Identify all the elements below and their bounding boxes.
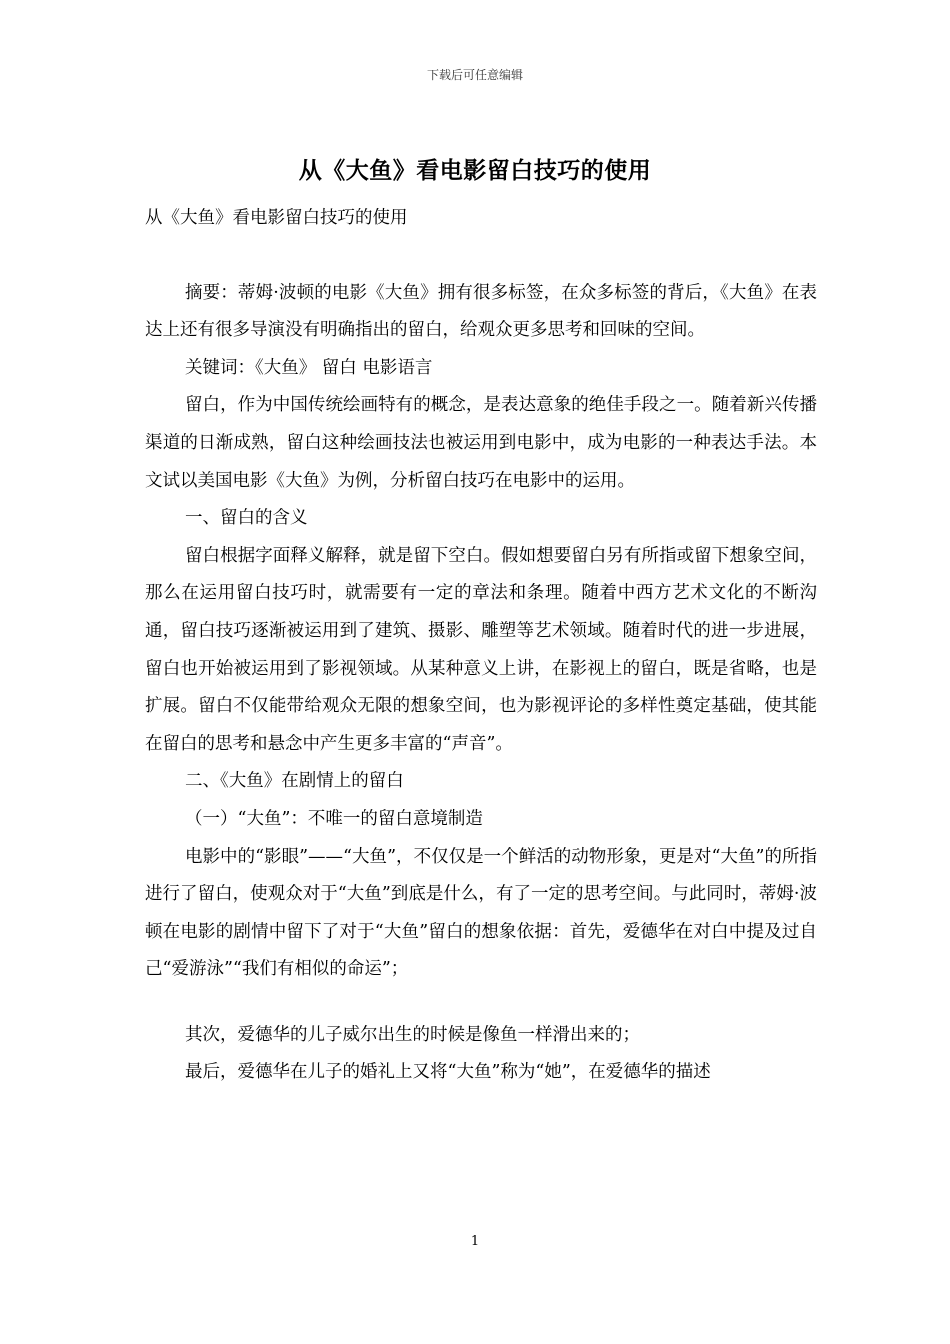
section-1-paragraph: 留白根据字面释义解释，就是留下空白。假如想要留白另有所指或留下想象空间，那么在运用留白技巧时，就需要有一定的章法和条理。随着中西方艺术文化的不断沟通，留白技巧逐渐被运用到了建筑、摄影、雕塑等艺术领域。随着时代的进一步进展，留白也开始被运用到了影视领域。从某种意义上讲，在影视上的留白，既是省略，也是扩展。留白不仅能带给观众无限的想象空间，也为影视评论的多样性奠定基础，使其能在留白的思考和悬念中产生更多丰富的“声音”。: [145, 545, 817, 754]
spacer: [145, 989, 817, 1017]
intro-paragraph: 留白，作为中国传统绘画特有的概念，是表达意象的绝佳手段之一。随着新兴传播渠道的日渐成熟，留白这种绘画技法也被运用到电影中，成为电影的一种表达手法。本文试以美国电影《大鱼》为例，分析留白技巧在电影中的运用。: [145, 395, 817, 491]
spacer: [145, 238, 817, 275]
subsection-heading-2-1: （一）“大鱼”：不唯一的留白意境制造: [185, 808, 483, 829]
abstract-paragraph: 摘要：蒂姆·波顿的电影《大鱼》拥有很多标签，在众多标签的背后，《大鱼》在表达上还有很多导演没有明确指出的留白，给观众更多思考和回味的空间。: [145, 282, 817, 341]
page-header: 下载后可任意编辑: [426, 68, 523, 82]
document-subtitle: 从《大鱼》看电影留白技巧的使用: [145, 208, 408, 228]
section-heading-2: 二、《大鱼》在剧情上的留白: [185, 771, 404, 792]
document-body: [145, 200, 817, 1092]
section-heading-1: 一、留白的含义: [185, 508, 308, 529]
section-2-paragraph-1: 电影中的“影眼”——“大鱼”，不仅仅是一个鲜活的动物形象，更是对“大鱼”的所指进行了留白，使观众对于“大鱼”到底是什么，有了一定的思考空间。与此同时，蒂姆·波顿在电影的剧情中留下了对于“大鱼”留白的想象依据：首先，爱德华在对白中提及过自己“爱游泳”“我们有相似的命运”；: [145, 846, 817, 980]
page-number: 1: [470, 1234, 480, 1249]
section-2-paragraph-3: 最后，爱德华在儿子的婚礼上又将“大鱼”称为“她”，在爱德华的描述: [185, 1062, 711, 1083]
section-2-paragraph-2: 其次，爱德华的儿子威尔出生的时候是像鱼一样滑出来的；: [185, 1024, 640, 1045]
keywords-line: 关键词：《大鱼》 留白 电影语言: [185, 357, 433, 378]
document-title: 从《大鱼》看电影留白技巧的使用: [298, 157, 652, 184]
